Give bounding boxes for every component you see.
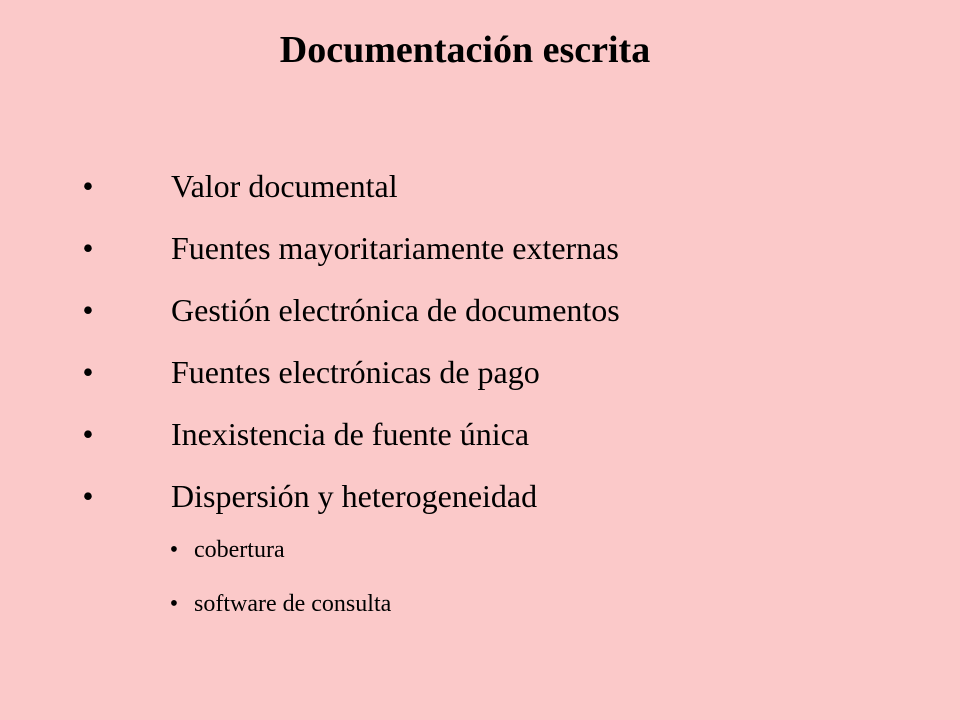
sub-bullet-text: software de consulta — [194, 591, 392, 617]
sub-bullet-item — [0, 584, 960, 638]
bullet-dot-icon: • — [82, 354, 94, 390]
bullet-dot-icon: • — [82, 230, 94, 266]
bullet-item — [0, 158, 960, 220]
bullet-list — [0, 158, 960, 530]
sub-bullet-item — [0, 530, 960, 584]
slide-title: Documentación escrita — [279, 29, 651, 71]
bullet-text: Valor documental — [171, 168, 398, 204]
bullet-item — [0, 344, 960, 406]
bullet-dot-icon: • — [82, 416, 94, 452]
bullet-dot-icon: • — [82, 478, 94, 514]
bullet-item — [0, 220, 960, 282]
bullet-text: Inexistencia de fuente única — [171, 416, 530, 452]
bullet-item — [0, 282, 960, 344]
sub-bullet-dot-icon: • — [169, 591, 179, 617]
bullet-text: Fuentes electrónicas de pago — [171, 354, 540, 390]
bullet-dot-icon: • — [82, 292, 94, 328]
bullet-item — [0, 468, 960, 530]
bullet-dot-icon: • — [82, 168, 94, 204]
sub-bullet-text: cobertura — [194, 537, 285, 563]
bullet-item — [0, 406, 960, 468]
bullet-text: Gestión electrónica de documentos — [171, 292, 620, 328]
sub-bullet-list — [0, 530, 960, 638]
bullet-text: Dispersión y heterogeneidad — [171, 478, 538, 514]
bullet-text: Fuentes mayoritariamente externas — [171, 230, 619, 266]
sub-bullet-dot-icon: • — [169, 537, 179, 563]
